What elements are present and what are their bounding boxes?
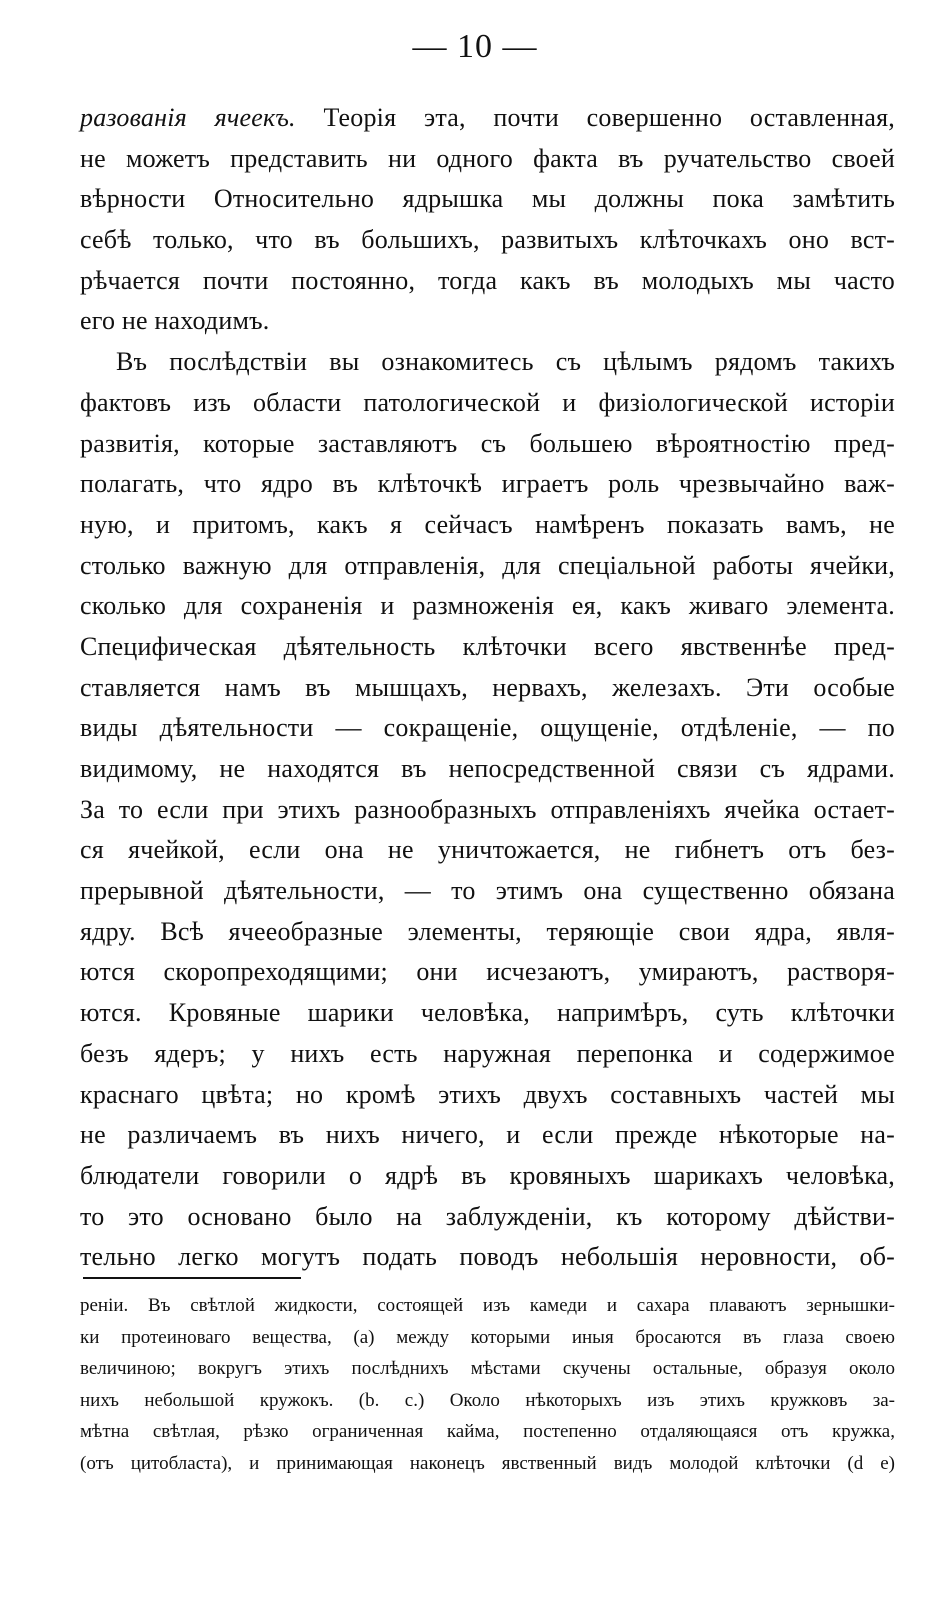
page-number: — 10 — [412, 28, 538, 65]
text-line: За то если при этихъ разнообразныхъ отправленіяхъ ячейка остает- [80, 794, 895, 824]
text-line: ставляется намъ въ мышцахъ, нервахъ, железахъ. Эти особые [80, 672, 895, 702]
text-line: ную, и притомъ, какъ я сейчасъ намѣренъ показать вамъ, не [80, 509, 895, 539]
text-line: видимому, не находятся въ непосредственной связи съ ядрами. [80, 754, 895, 783]
text-line: виды дѣятельности — сокращеніе, ощущеніе, отдѣленіе, — по [80, 713, 895, 743]
footnote-line: мѣтна свѣтлая, рѣзко ограниченная кайма, постепенно отдаляющаяся отъ кружка, [80, 1421, 895, 1442]
text-line: ядру. Всѣ ячееобразные элементы, теряющіе свои ядра, явля- [80, 916, 895, 946]
footnote-line: реніи. Въ свѣтлой жидкости, состоящей изъ камеди и сахара плаваютъ зернышки- [80, 1295, 895, 1316]
italic-phrase: разованія ячеекъ. [80, 103, 296, 132]
text-line: блюдатели говорили о ядрѣ въ кровяныхъ шарикахъ человѣка, [80, 1160, 895, 1190]
text-line: ся ячейкой, если она не уничтожается, не гибнетъ отъ без- [80, 835, 895, 865]
paragraph-first-line: Въ послѣдствіи вы ознакомитесь съ цѣлымъ рядомъ такихъ [116, 347, 895, 377]
text-line: тельно легко могутъ подать поводъ небольшія неровности, об- [80, 1242, 895, 1272]
text-line: ются. Кровяные шарики человѣка, напримѣръ, суть клѣточки [80, 998, 895, 1028]
footnote-line: ки протеиноваго вещества, (a) между которыми иныя бросаются въ глаза своею [80, 1326, 895, 1348]
text-line: прерывной дѣятельности, — то этимъ она существенно обязана [80, 876, 895, 906]
text-line: себѣ только, что въ большихъ, развитыхъ клѣточкахъ оно вст- [80, 225, 895, 255]
text-line: краснаго цвѣта; но кромѣ этихъ двухъ составныхъ частей мы [80, 1079, 895, 1109]
text-line: фактовъ изъ области патологической и физіологической исторіи [80, 387, 895, 417]
text-line [80, 98, 895, 139]
text-line: не можетъ представить ни одного факта въ ручательство своей [80, 143, 895, 173]
footnote-line: нихъ небольшой кружокъ. (b. c.) Около нѣкоторыхъ изъ этихъ кружковъ за- [80, 1389, 895, 1411]
text-line: развитія, которые заставляютъ съ большею вѣроятностію пред- [80, 428, 895, 458]
text-line: вѣрности Относительно ядрышка мы должны пока замѣтить [80, 184, 895, 214]
text-line: сколько для сохраненія и размноженія ея, какъ живаго элемента. [80, 591, 895, 621]
text-line-rest: Теорія эта, почти совершенно оставленная, [295, 103, 895, 132]
text-line: Специфическая дѣятельность клѣточки всего явственнѣе пред- [80, 631, 895, 661]
main-text [80, 98, 895, 1278]
footnote [80, 1290, 895, 1479]
text-line: рѣчается почти постоянно, тогда какъ въ молодыхъ мы часто [80, 265, 895, 295]
text-line: его не находимъ. [80, 306, 270, 336]
footnote-divider [83, 1277, 301, 1279]
text-line: то это основано было на заблужденіи, къ которому дѣйстви- [80, 1201, 895, 1231]
footnote-line: (отъ цитобласта), и принимающая наконецъ явственный видъ молодой клѣточки (d e) [80, 1452, 895, 1474]
footnote-line: величиною; вокругъ этихъ послѣднихъ мѣстами скучены остальные, образуя около [80, 1358, 895, 1379]
text-line: ются скоропреходящими; они исчезаютъ, умираютъ, растворя- [80, 957, 895, 987]
text-line: полагать, что ядро въ клѣточкѣ играетъ роль чрезвычайно важ- [80, 469, 895, 499]
text-line: безъ ядеръ; у нихъ есть наружная перепонка и содержимое [80, 1038, 895, 1068]
text-line: не различаемъ въ нихъ ничего, и если прежде нѣкоторые на- [80, 1120, 895, 1150]
text-line: столько важную для отправленія, для спеціальной работы ячейки, [80, 550, 895, 580]
